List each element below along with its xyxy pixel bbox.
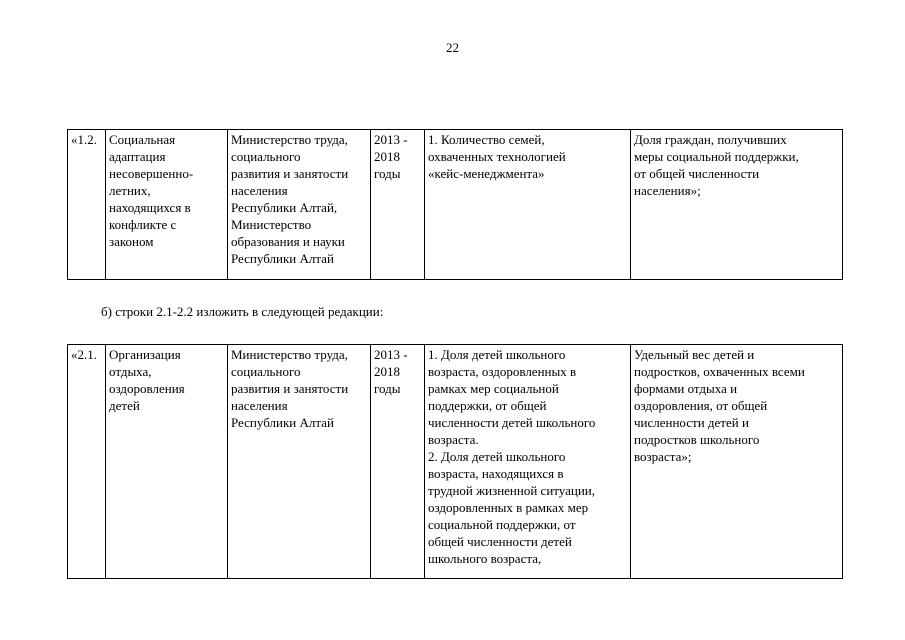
amendment-note: б) строки 2.1-2.2 изложить в следующей редакции: (101, 304, 384, 319)
table-row (68, 130, 843, 280)
indicator-cell: 1. Доля детей школьного возраста, оздоровленных в рамках мер социальной поддержки, от общей численности детей школьного возраста. 2. Доля детей школьного возраста, находящихся в трудной жизненной ситуации, оздоровленных в рамках мер социальной поддержки, от общей численности детей школьного возраста, (425, 345, 631, 579)
result-cell: Доля граждан, получивших меры социальной поддержки, от общей численности населения»; (631, 130, 843, 280)
result-cell: Удельный вес детей и подростков, охваченных всеми формами отдыха и оздоровления, от общей численности детей и подростков школьного возраста»; (631, 345, 843, 579)
measure-name-cell: Социальная адаптация несовершенно- летних, находящихся в конфликте с законом (106, 130, 228, 280)
table-section-2 (67, 344, 843, 579)
table-section-1 (67, 129, 843, 280)
executor-cell: Министерство труда, социального развития и занятости населения Республики Алтай (228, 345, 371, 579)
row-number-cell: «2.1. (68, 345, 106, 579)
period-cell: 2013 - 2018 годы (371, 345, 425, 579)
period-cell: 2013 - 2018 годы (371, 130, 425, 280)
page-number: 22 (446, 40, 459, 55)
indicator-cell: 1. Количество семей, охваченных технологией «кейс-менеджмента» (425, 130, 631, 280)
table-row (68, 345, 843, 579)
row-number-cell: «1.2. (68, 130, 106, 280)
measure-name-cell: Организация отдыха, оздоровления детей (106, 345, 228, 579)
executor-cell: Министерство труда, социального развития и занятости населения Республики Алтай, Министерство образования и науки Республики Алтай (228, 130, 371, 280)
